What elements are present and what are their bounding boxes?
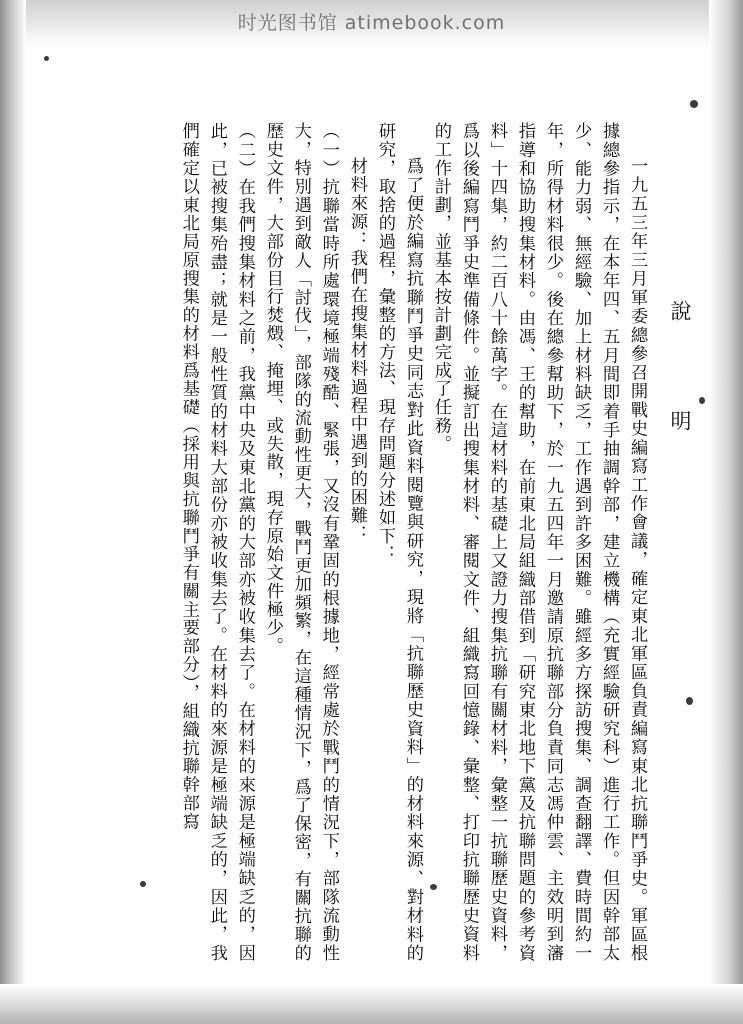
scan-speck [44,56,49,61]
page-title: 說 明 [668,300,692,465]
paragraph: （二）在我們搜集材料之前，我黨中央及東北黨的大部亦被收集去了。在材料的來源是極端缺乏的，因此，已被搜集殆盡；就是一般性質的材料大部份亦被收集去了。在材料的來源是極端缺乏的，因此，我們確定以東北局原搜集的材料爲基礎（採用與抗聯鬥爭有關主要部分），組織抗聯幹部寫 [178,122,255,962]
scan-edge-left [0,0,26,1024]
document-body [34,122,651,962]
paragraph: 一九五三年三月軍委總參召開戰史編寫工作會議，確定東北軍區負責編寫東北抗聯鬥爭史。軍區根據總參指示，在本年四、五月間即着手抽調幹部，建立機構（充實經驗研究科）進行工作。但因幹部太少、能力弱、無經驗、加上材料缺乏，工作遇到許多困難。雖經多方探訪搜集、調查翻譯、費時間約一年，所得材料很少。後在總參幫助下，於一九五四年一月邀請原抗聯部分負責同志馮仲雲、主效明到瀋指導和協助搜集材料。由馮、王的幫助，在前東北局組織部借到「研究東北地下黨及抗聯問題的參考資料」十四集，約二百八十餘萬字。在這材料的基礎上又證力搜集抗聯有關材料，彙整一抗聯歷史資料，爲以後編寫鬥爭史準備條件。並擬訂出搜集材料、審閱文件、組織寫回憶錄、彙整、打印抗聯歷史資料的工作計劃，並基本按計劃完成了任務。 [430,122,647,962]
scan-edge-right [709,0,743,1024]
scan-speck [690,100,698,108]
paragraph: 材料來源：我們在搜集材料過程中遇到的困難： [346,156,367,543]
paragraph: （一）抗聯當時所處環境極端殘酷、緊張，又沒有鞏固的根據地，經常處於戰鬥的情況下，部隊流動性大，特別遇到敵人「討伐」，部隊的流動性更大，戰鬥更加頻繁，在這種情況下，爲了保密，有關抗聯的歷史文件，大部份目行焚燬、掩埋、或失散，現存原始文件極少。 [262,122,339,962]
watermark-text: 时光图书馆 atimebook.com [237,12,506,34]
scan-speck [686,697,693,705]
paragraph: 爲了便於編寫抗聯鬥爭史同志對此資料閱覽與研究，現將「抗聯歷史資料」的材料來源、對材料的研究，取捨的過程，彙整的方法、現存問題分述如下： [374,122,423,962]
scan-edge-bottom [0,984,743,1024]
scan-speck [699,397,705,404]
